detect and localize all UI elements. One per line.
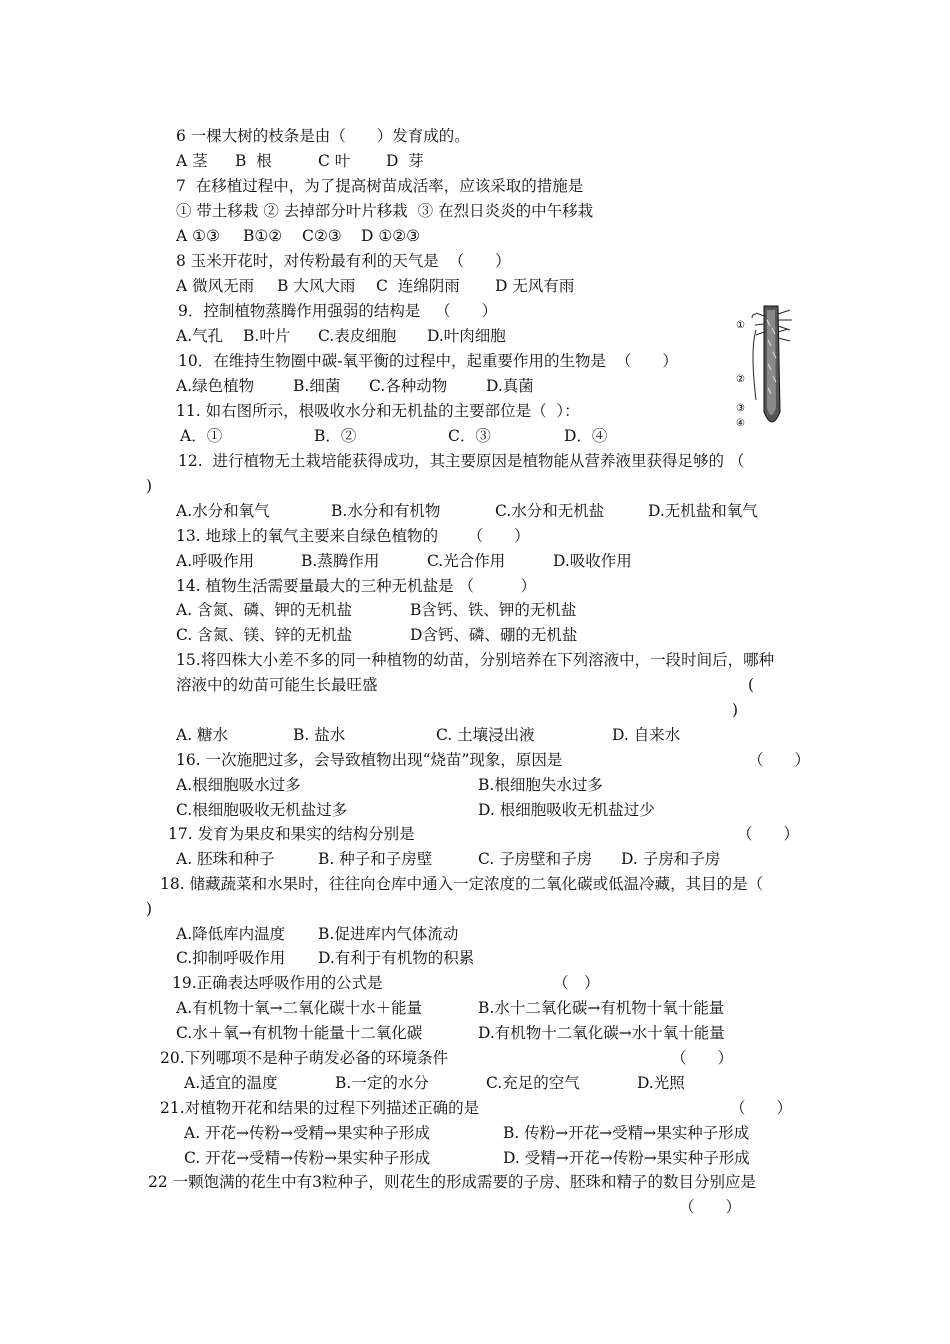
q15-stem-cont: 溶液中的幼苗可能生长最旺盛	[176, 676, 378, 694]
q15-option-c: C. 土壤浸出液	[436, 726, 535, 744]
q21-option-a: A. 开花→传粉→受精→果实种子形成	[184, 1124, 431, 1142]
q18-option-d: D.有利于有机物的积累	[318, 949, 475, 967]
q22-paren: （ ）	[679, 1198, 742, 1216]
q11-option-a: A．①	[180, 427, 223, 445]
q19-option-c: C.水＋氧→有机物十能量十二氧化碳	[176, 1024, 423, 1042]
q9-option-b: B.叶片	[243, 327, 291, 345]
root-tip-drawing	[752, 306, 792, 422]
q10-option-c: C.各种动物	[369, 377, 448, 395]
q20-option-b: B.一定的水分	[335, 1074, 429, 1092]
q14-stem: 14. 植物生活需要量最大的三种无机盐是 （ ）	[176, 577, 537, 595]
q22-stem: 22 一颗饱满的花生中有3粒种子，则花生的形成需要的子房、胚珠和精子的数目分别应是	[148, 1173, 757, 1191]
q10-option-a: A.绿色植物	[176, 377, 255, 395]
q21-option-d: D. 受精→开花→传粉→果实种子形成	[503, 1149, 750, 1167]
q13-option-a: A.呼吸作用	[176, 552, 255, 570]
q12-stem: 12. 进行植物无土栽培能获得成功，其主要原因是植物能从营养液里获得足够的 （	[178, 452, 745, 470]
q8-option-c: C 连绵阴雨	[376, 277, 460, 295]
q11-stem: 11. 如右图所示，根吸收水分和无机盐的主要部位是（ ）：	[176, 402, 580, 420]
q19-stem: 19.正确表达呼吸作用的公式是	[172, 974, 383, 992]
q6-stem: 6 一棵大树的枝条是由（ ）发育成的。	[176, 127, 470, 145]
q16-option-c: C.根细胞吸收无机盐过多	[176, 801, 348, 819]
q7-option-c: C②③	[302, 227, 342, 245]
q13-option-b: B.蒸腾作用	[301, 552, 380, 570]
q12-option-c: C.水分和无机盐	[495, 502, 605, 520]
q14-option-a: A. 含氮、磷、钾的无机盐	[176, 601, 353, 619]
q20-option-d: D.光照	[637, 1074, 685, 1092]
q11-option-b: B．②	[314, 427, 357, 445]
q21-option-c: C. 开花→受精→传粉→果实种子形成	[184, 1149, 431, 1167]
q15-option-d: D. 自来水	[612, 726, 681, 744]
q16-option-a: A.根细胞吸水过多	[176, 776, 301, 794]
figure-label-3: ③	[736, 403, 745, 414]
q13-option-d: D.吸收作用	[553, 552, 632, 570]
q7-option-d: D ①②③	[361, 227, 421, 245]
q17-option-b: B. 种子和子房壁	[318, 850, 433, 868]
q17-option-c: C. 子房壁和子房	[478, 850, 593, 868]
q14-option-b: B含钙、铁、钾的无机盐	[410, 601, 577, 619]
figure-label-1: ①	[736, 320, 745, 331]
q21-stem: 21.对植物开花和结果的过程下列描述正确的是	[160, 1099, 480, 1117]
q19-paren: （ ）	[553, 974, 600, 992]
q9-option-c: C.表皮细胞	[318, 327, 397, 345]
q6-option-c: C 叶	[318, 152, 351, 170]
q18-option-c: C.抑制呼吸作用	[176, 949, 286, 967]
q15-stem: 15.将四株大小差不多的同一种植物的幼苗，分别培养在下列溶液中，一段时间后，哪种	[176, 651, 775, 669]
q6-option-b: B 根	[235, 152, 272, 170]
q7-stem: 7 在移植过程中，为了提高树苗成活率，应该采取的措施是	[176, 177, 584, 195]
q21-paren: （ ）	[730, 1099, 793, 1117]
q6-option-a: A 茎	[176, 152, 208, 170]
q7-measures: ① 带土移栽 ② 去掉部分叶片移栽 ③ 在烈日炎炎的中午移栽	[176, 202, 594, 220]
q14-option-c: C. 含氮、镁、锌的无机盐	[176, 626, 353, 644]
q20-paren: （ ）	[671, 1049, 734, 1067]
q12-option-b: B.水分和有机物	[331, 502, 441, 520]
q10-stem: 10．在维持生物圈中碳-氧平衡的过程中，起重要作用的生物是 （ ）	[178, 352, 678, 370]
q16-option-b: B.根细胞失水过多	[478, 776, 603, 794]
q15-option-b: B. 盐水	[293, 726, 346, 744]
q18-option-b: B.促进库内气体流动	[318, 925, 459, 943]
q9-option-d: D.叶肉细胞	[427, 327, 506, 345]
q8-option-b: B 大风大雨	[277, 277, 356, 295]
q13-stem: 13. 地球上的氧气主要来自绿色植物的 （ ）	[176, 527, 530, 545]
q7-option-b: B①②	[243, 227, 283, 245]
q6-option-d: D 芽	[386, 152, 424, 170]
q15-paren-open: (	[748, 676, 755, 694]
q16-stem: 16. 一次施肥过多，会导致植物出现“烧苗”现象，原因是	[176, 751, 563, 769]
q19-option-b: B.水十二氧化碳→有机物十氧十能量	[478, 999, 725, 1017]
q9-option-a: A.气孔	[176, 327, 224, 345]
q20-option-c: C.充足的空气	[486, 1074, 580, 1092]
figure-label-2: ②	[736, 374, 745, 385]
q12-option-a: A.水分和氧气	[176, 502, 270, 520]
q16-paren: （ ）	[748, 751, 811, 769]
root-tip-figure	[734, 300, 804, 435]
q20-option-a: A.适宜的温度	[184, 1074, 278, 1092]
q12-paren-close: )	[146, 477, 153, 495]
q17-option-a: A. 胚珠和种子	[176, 850, 275, 868]
q17-stem: 17. 发育为果皮和果实的结构分别是	[168, 825, 415, 843]
q17-option-d: D. 子房和子房	[621, 850, 721, 868]
q16-option-d: D. 根细胞吸收无机盐过少	[478, 801, 655, 819]
q10-option-b: B.细菌	[293, 377, 341, 395]
q11-option-d: D．④	[564, 427, 608, 445]
q13-option-c: C.光合作用	[427, 552, 506, 570]
q15-option-a: A. 糖水	[176, 726, 229, 744]
q18-option-a: A.降低库内温度	[176, 925, 286, 943]
q7-option-a: A ①③	[176, 227, 220, 245]
q18-stem: 18. 储藏蔬菜和水果时，往往向仓库中通入一定浓度的二氧化碳或低温冷藏，其目的是（	[160, 875, 764, 893]
figure-label-4: ④	[736, 418, 745, 429]
q8-option-d: D 无风有雨	[495, 277, 575, 295]
q19-option-a: A.有机物十氧→二氧化碳十水＋能量	[176, 999, 423, 1017]
q21-option-b: B. 传粉→开花→受精→果实种子形成	[503, 1124, 750, 1142]
q9-stem: 9．控制植物蒸腾作用强弱的结构是 （ ）	[178, 302, 498, 320]
q12-option-d: D.无机盐和氧气	[648, 502, 758, 520]
q10-option-d: D.真菌	[486, 377, 534, 395]
q11-option-c: C．③	[448, 427, 491, 445]
q20-stem: 20.下列哪项不是种子萌发必备的环境条件	[160, 1049, 449, 1067]
q18-paren-close: )	[146, 900, 153, 918]
q17-paren: （ ）	[737, 825, 800, 843]
q8-stem: 8 玉米开花时，对传粉最有利的天气是 （ ）	[176, 252, 511, 270]
q14-option-d: D含钙、磷、硼的无机盐	[410, 626, 578, 644]
q15-paren-close: )	[732, 701, 739, 719]
q19-option-d: D.有机物十二氧化碳→水十氧十能量	[478, 1024, 725, 1042]
q8-option-a: A 微风无雨	[176, 277, 255, 295]
